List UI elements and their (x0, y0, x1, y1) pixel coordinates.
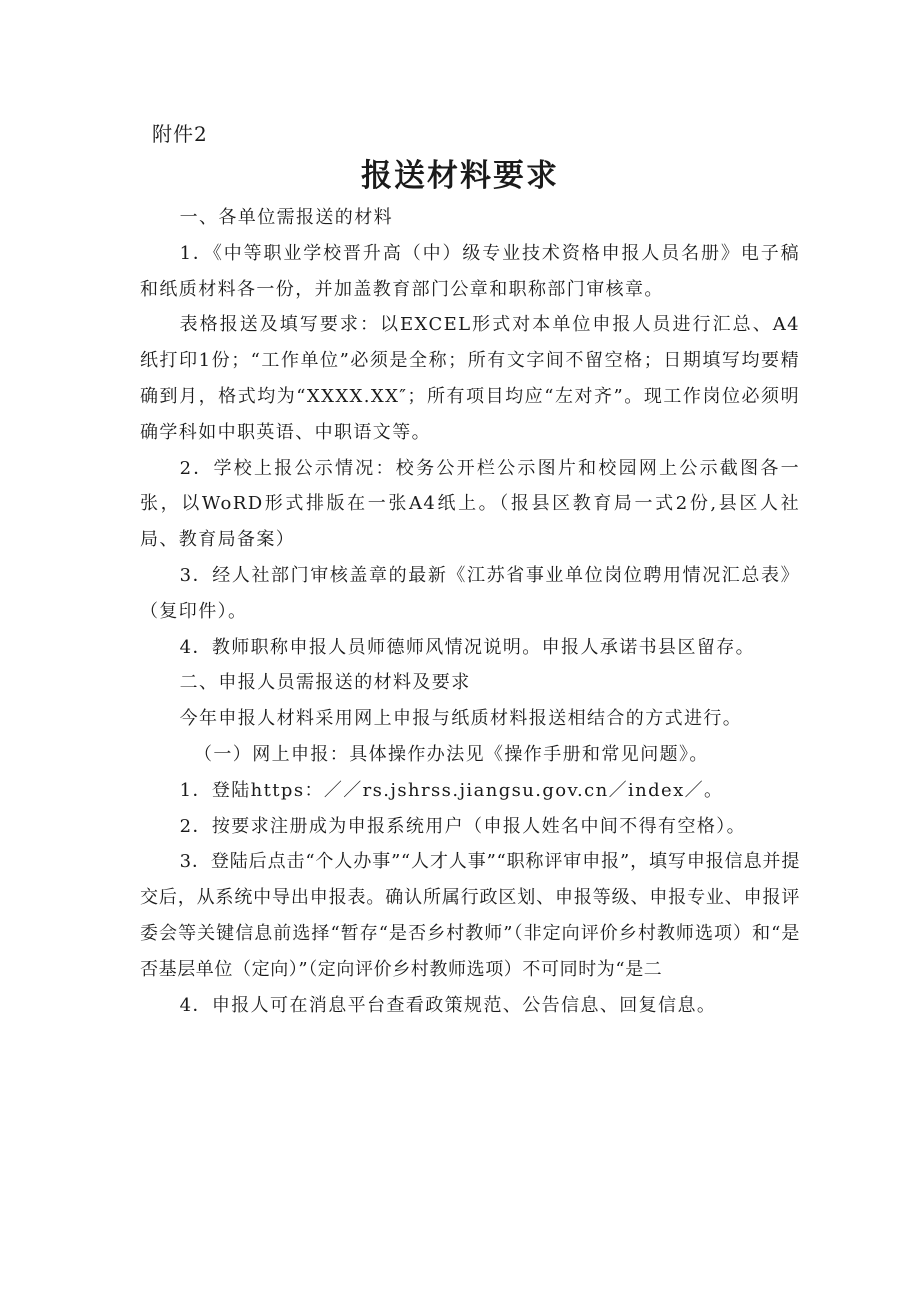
document-body (140, 200, 800, 1023)
paragraph-online-3: 3．登陆后点击“个人办事”“人才人事”“职称评审申报”，填写申报信息并提交后，从系统中导出申报表。确认所属行政区划、申报等级、申报专业、申报评委会等关键信息前选择“暂存“是否乡村教师”（非定向评价乡村教师选项）和“是否基层单位（定向）”（定向评价乡村教师选项）不可同时为“是二 (140, 851, 800, 980)
paragraph-item-2: 2．学校上报公示情况：校务公开栏公示图片和校园网上公示截图各一张，以WoRD形式排版在一张A4纸上。（报县区教育局一式2份,县区人社局、教育局备案） (140, 457, 800, 551)
section-heading-2: 二、申报人员需报送的材料及要求 (179, 672, 471, 694)
subsection-heading-online: （一）网上申报：具体操作办法见《操作手册和常见问题》。 (194, 743, 709, 765)
paragraph-table-requirements: 表格报送及填写要求：以EXCEL形式对本单位申报人员进行汇总、A4纸打印1份；“工作单位”必须是全称；所有文字间不留空格；日期填写均要精确到月，格式均为“XXXX.XX″；所有项目均应“左对齐”。现工作岗位必须明确学科如中职英语、中职语文等。 (140, 314, 800, 443)
paragraph-item-4: 4．教师职称申报人员师德师风情况说明。申报人承诺书县区留存。 (179, 636, 756, 658)
attachment-label: 附件2 (152, 122, 208, 146)
paragraph-item-1: 1．《中等职业学校晋升高（中）级专业技术资格申报人员名册》电子稿和纸质材料各一份，并加盖教育部门公章和职称部门审核章。 (140, 242, 800, 300)
paragraph-online-1: 1．登陆https：／／rs.jshrss.jiangsu.gov.cn／index／。 (179, 779, 724, 801)
section-heading-1: 一、各单位需报送的材料 (179, 207, 393, 228)
paragraph-intro: 今年申报人材料采用网上申报与纸质材料报送相结合的方式进行。 (179, 708, 743, 730)
document-title: 报送材料要求 (361, 158, 559, 194)
paragraph-online-4: 4．申报人可在消息平台查看政策规范、公告信息、回复信息。 (179, 994, 717, 1016)
paragraph-online-2: 2．按要求注册成为申报系统用户（申报人姓名中间不得有空格）。 (179, 815, 747, 837)
paragraph-item-3: 3．经人社部门审核盖章的最新《江苏省事业单位岗位聘用情况汇总表》（复印件）。 (140, 564, 800, 622)
